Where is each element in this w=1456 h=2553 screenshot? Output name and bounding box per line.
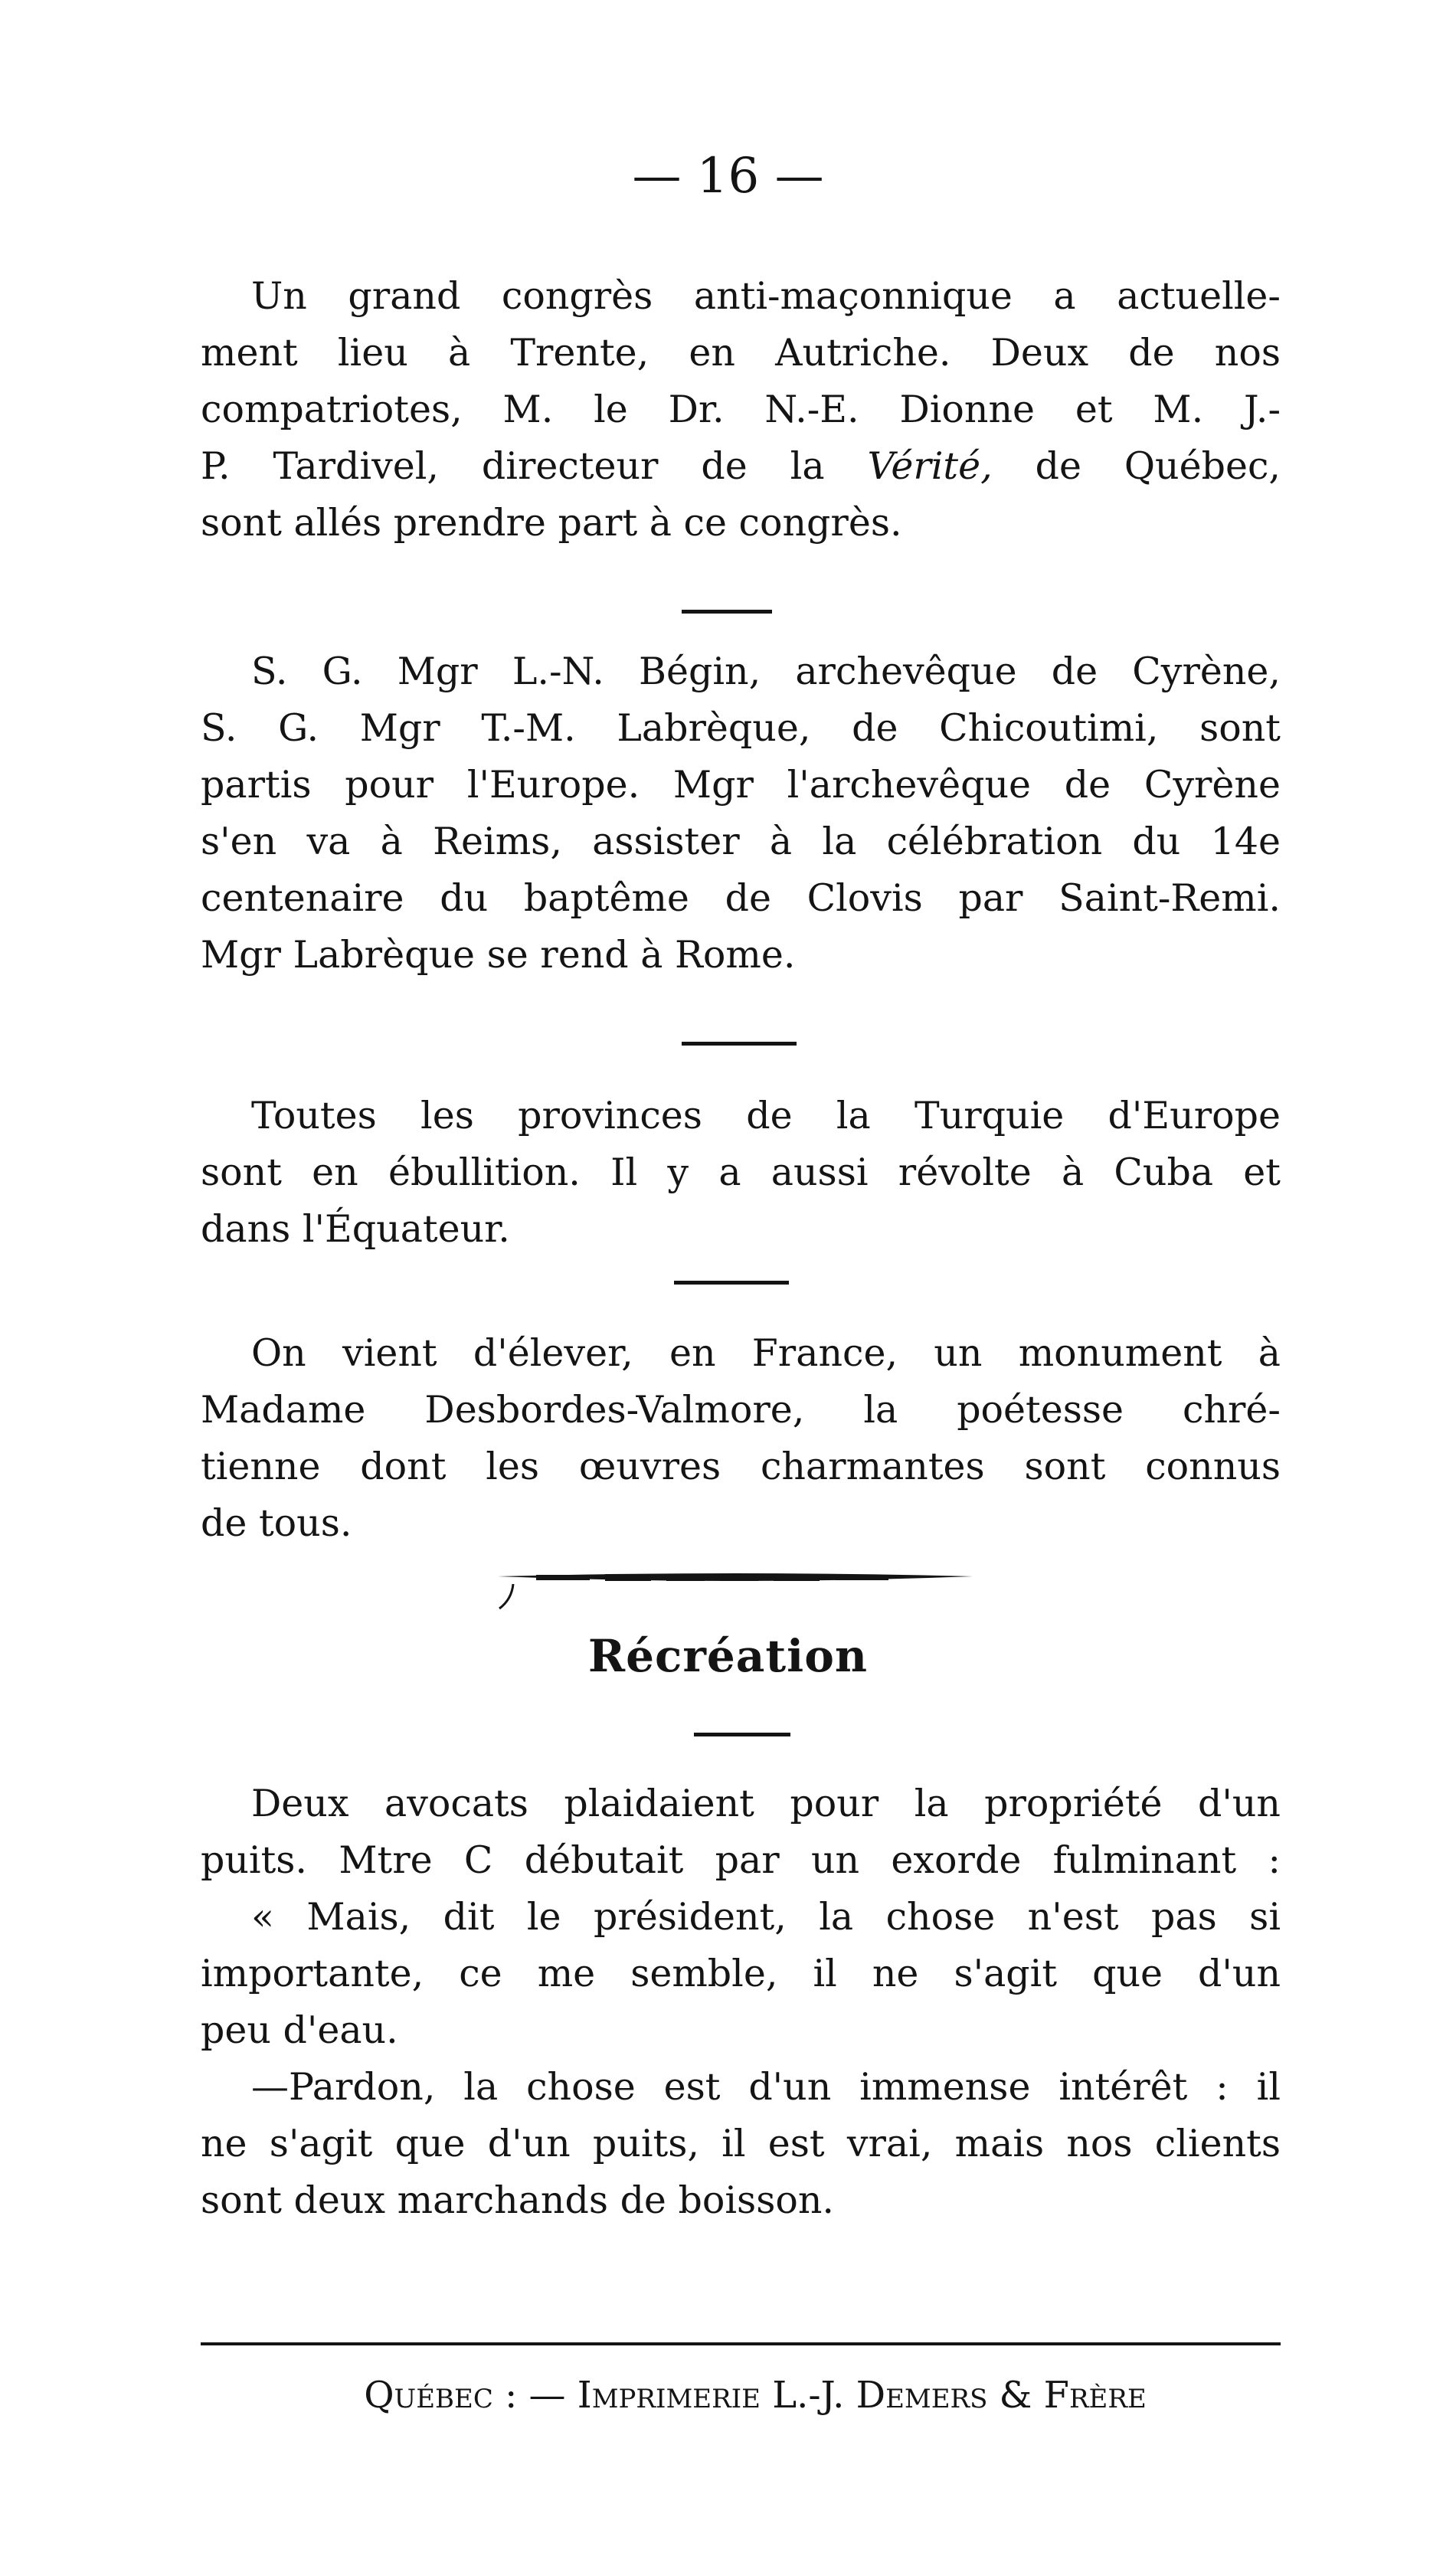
text-line: s'en va à Reims, assister à la célébration du 14e <box>201 820 1281 863</box>
text-line: Deux avocats plaidaient pour la propriété d'un <box>251 1782 1281 1825</box>
text-line: importante, ce me semble, il ne s'agit que d'un <box>201 1952 1281 1995</box>
text-line: partis pour l'Europe. Mgr l'archevêque de Cyrène <box>201 763 1281 807</box>
news-paragraph-4 <box>201 1325 1281 1552</box>
section-heading: Récréation <box>587 1630 869 1682</box>
news-paragraph-3 <box>201 1088 1281 1258</box>
text-line: ment lieu à Trente, en Autriche. Deux de nos <box>201 331 1281 375</box>
text-line: centenaire du baptême de Clovis par Saint-Remi. <box>201 876 1281 920</box>
text-line: de tous. <box>201 1501 352 1545</box>
text-line: Un grand congrès anti-maçonnique a actuelle- <box>251 274 1281 318</box>
text-line: peu d'eau. <box>201 2008 398 2052</box>
text-line: —Pardon, la chose est d'un immense intérêt : il <box>251 2065 1281 2109</box>
section-divider <box>674 1281 789 1285</box>
section-divider <box>682 1042 797 1046</box>
ornament-divider <box>490 1569 980 1615</box>
text-fragment: P. Tardivel, directeur de la <box>201 444 825 488</box>
text-line: tienne dont les œuvres charmantes sont connus <box>201 1445 1281 1488</box>
text-line: Toutes les provinces de la Turquie d'Europe <box>251 1094 1281 1137</box>
text-line: « Mais, dit le président, la chose n'est pas si <box>251 1895 1281 1939</box>
text-line: compatriotes, M. le Dr. N.-E. Dionne et M. J.- <box>201 388 1281 431</box>
text-line: Madame Desbordes-Valmore, la poétesse chré- <box>201 1388 1281 1432</box>
page-number: — 16 — <box>632 148 824 205</box>
news-paragraph-1 <box>201 268 1281 552</box>
text-line: Mgr Labrèque se rend à Rome. <box>201 933 796 977</box>
text-line: puits. Mtre C débutait par un exorde fulminant : <box>201 1838 1281 1882</box>
text-line-with-italic <box>201 438 1281 495</box>
recreation-story <box>201 1776 1281 2229</box>
text-fragment: de Québec, <box>1035 444 1281 488</box>
text-line: On vient d'élever, en France, un monument à <box>251 1331 1281 1375</box>
text-line: ne s'agit que d'un puits, il est vrai, mais nos clients <box>201 2122 1281 2165</box>
text-line: S. G. Mgr T.-M. Labrèque, de Chicoutimi, sont <box>201 706 1281 750</box>
newspaper-title: Vérité, <box>867 444 993 488</box>
printer-imprint: Québec : — Imprimerie L.-J. Demers & Frère <box>364 2374 1147 2417</box>
section-divider <box>694 1733 790 1736</box>
news-paragraph-2 <box>201 643 1281 984</box>
section-divider <box>682 610 772 614</box>
text-line: sont en ébullition. Il y a aussi révolte à Cuba et <box>201 1150 1281 1194</box>
text-line: dans l'Équateur. <box>201 1207 510 1251</box>
text-line: S. G. Mgr L.-N. Bégin, archevêque de Cyrène, <box>251 650 1281 693</box>
footer-rule <box>201 2342 1281 2345</box>
text-line: sont allés prendre part à ce congrès. <box>201 501 902 545</box>
text-line: sont deux marchands de boisson. <box>201 2178 834 2222</box>
